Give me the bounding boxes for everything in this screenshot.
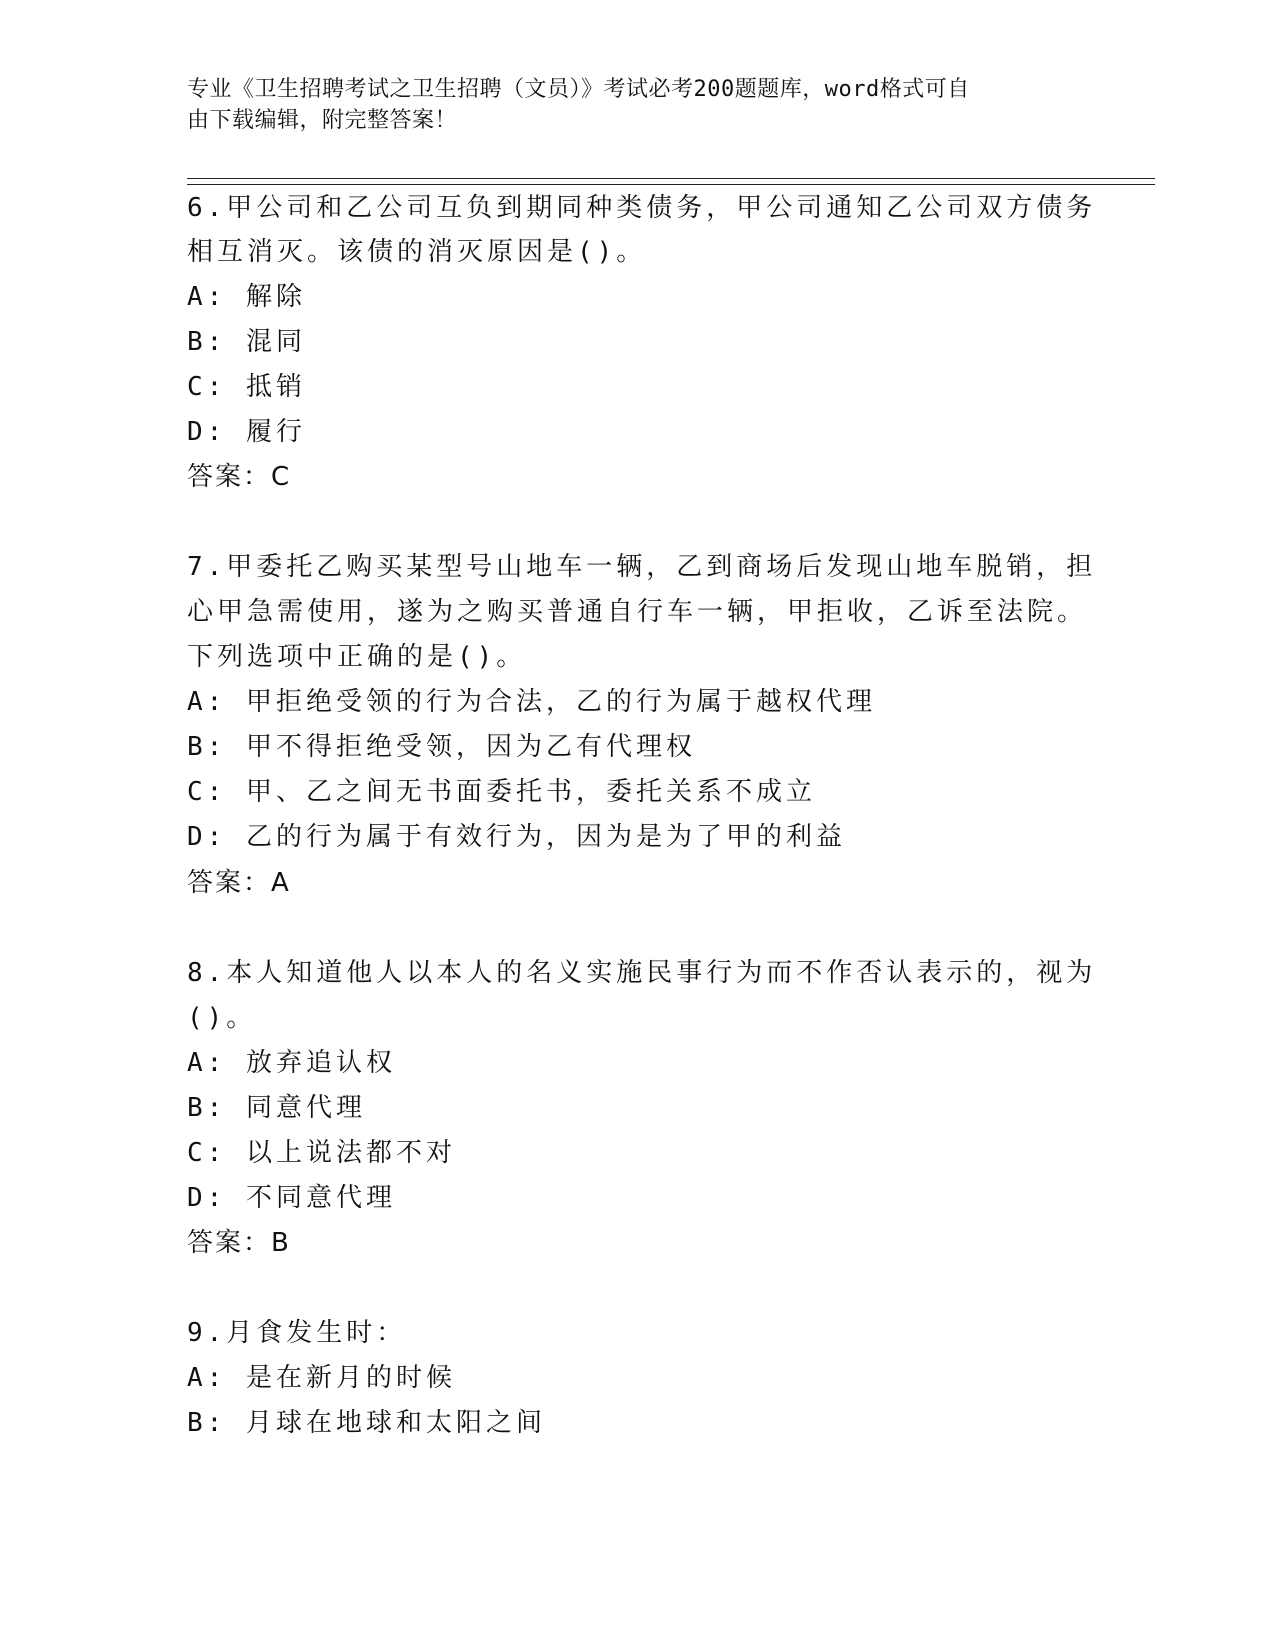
question-8-option-d: D: 不同意代理 <box>187 1183 396 1213</box>
question-7-answer: 答案：A <box>187 868 291 898</box>
question-6-stem-line-2: 相互消灭。该债的消灭原因是()。 <box>187 237 647 267</box>
question-8-stem-line-1: 8.本人知道他人以本人的名义实施民事行为而不作否认表示的，视为 <box>187 958 1097 988</box>
question-7-option-c: C: 甲、乙之间无书面委托书，委托关系不成立 <box>187 777 816 807</box>
question-7-option-a: A: 甲拒绝受领的行为合法，乙的行为属于越权代理 <box>187 687 876 717</box>
question-8-stem-line-2: ()。 <box>187 1003 257 1033</box>
document-header <box>187 74 1067 136</box>
question-8-option-c: C: 以上说法都不对 <box>187 1138 456 1168</box>
question-6-option-c: C: 抵销 <box>187 372 306 402</box>
question-8-option-b: B: 同意代理 <box>187 1093 366 1123</box>
question-7-option-d: D: 乙的行为属于有效行为，因为是为了甲的利益 <box>187 822 846 852</box>
question-6-stem-line-1: 6.甲公司和乙公司互负到期同种类债务，甲公司通知乙公司双方债务 <box>187 193 1097 223</box>
question-6-answer: 答案：C <box>187 462 292 492</box>
question-6-option-d: D: 履行 <box>187 417 306 447</box>
question-8-option-a: A: 放弃追认权 <box>187 1048 396 1078</box>
question-6-option-b: B: 混同 <box>187 327 306 357</box>
question-6-option-a: A: 解除 <box>187 282 306 312</box>
header-line-2: 由下载编辑，附完整答案！ <box>187 108 458 133</box>
question-9-option-b: B: 月球在地球和太阳之间 <box>187 1408 546 1438</box>
header-divider-top <box>187 178 1155 179</box>
header-divider-bottom <box>187 184 1155 185</box>
question-7-stem-line-1: 7.甲委托乙购买某型号山地车一辆，乙到商场后发现山地车脱销，担 <box>187 552 1097 582</box>
question-7-stem-line-2: 心甲急需使用，遂为之购买普通自行车一辆，甲拒收，乙诉至法院。 <box>187 597 1088 627</box>
question-8-answer: 答案：B <box>187 1228 291 1258</box>
header-line-1: 专业《卫生招聘考试之卫生招聘（文员）》考试必考200题题库，word格式可自 <box>187 77 970 102</box>
question-7-option-b: B: 甲不得拒绝受领，因为乙有代理权 <box>187 732 696 762</box>
question-9-stem-line-1: 9.月食发生时： <box>187 1318 407 1348</box>
question-7-stem-line-3: 下列选项中正确的是()。 <box>187 642 527 672</box>
question-9-option-a: A: 是在新月的时候 <box>187 1363 456 1393</box>
